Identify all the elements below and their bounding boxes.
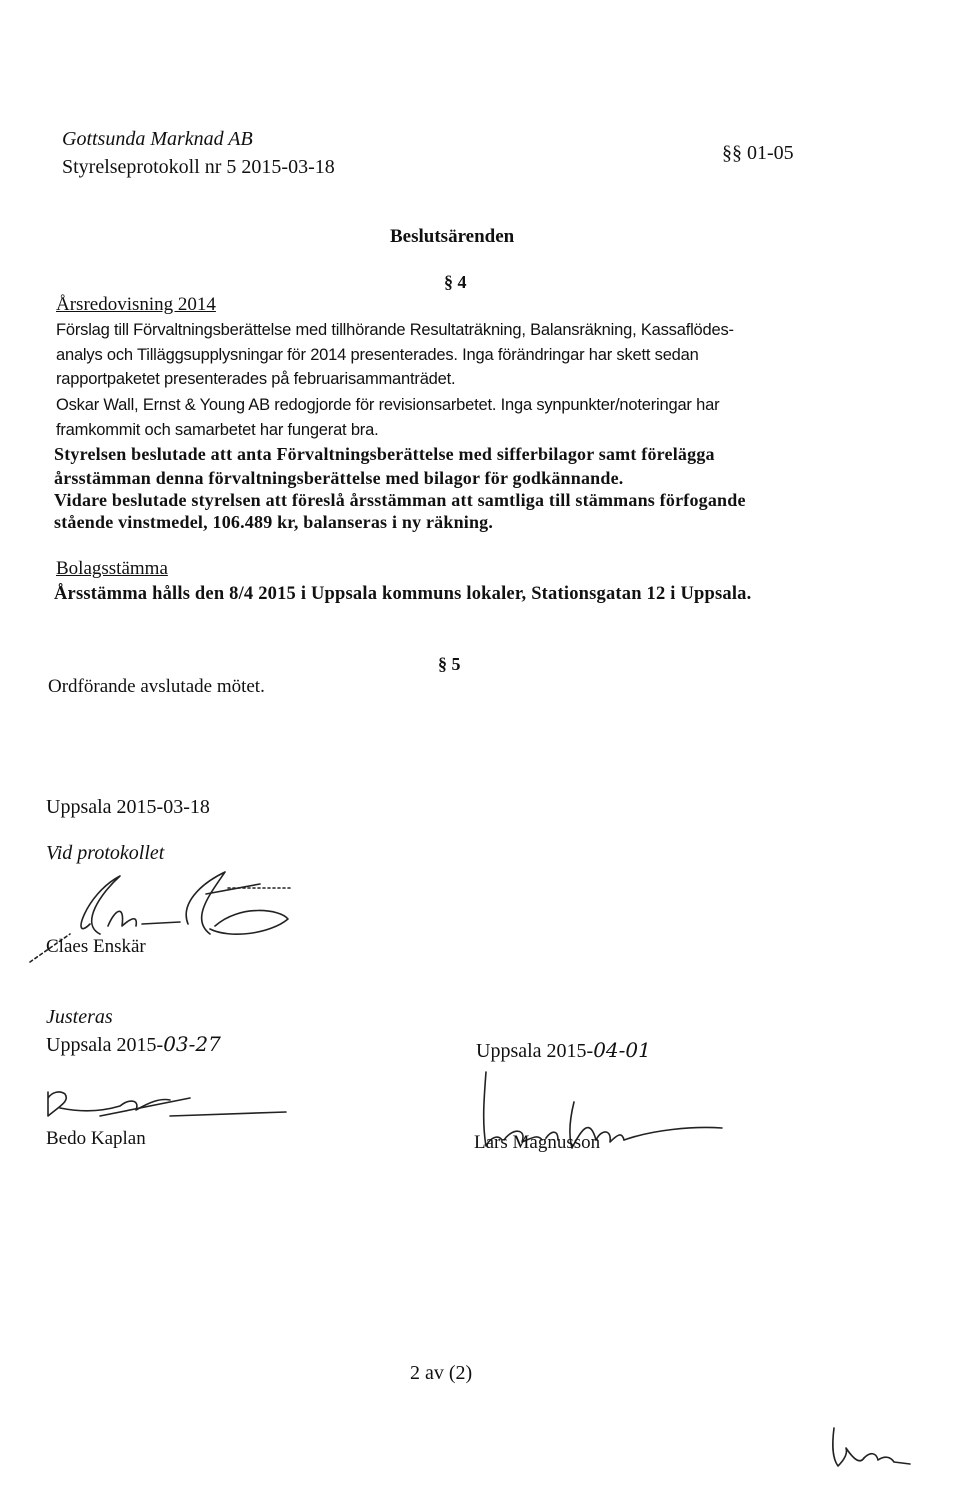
left-date-handwritten: 03-27 <box>163 1032 221 1056</box>
paragraph-4-number: § 4 <box>444 272 467 292</box>
paragraph-4-line-2: analys och Tilläggsupplysningar för 2014 presenterades. Inga förändringar har skett sedan <box>56 346 699 364</box>
decision-line-2: årsstämman denna förvaltningsberättelse med bilagor för godkännande. <box>54 468 624 488</box>
secretary-name: Claes Enskär <box>46 936 146 957</box>
page-number: 2 av (2) <box>410 1362 473 1384</box>
decision-line-1: Styrelsen beslutade att anta Förvaltningsberättelse med sifferbilagor samt förelägga <box>54 444 715 464</box>
right-signatory-name: Lars Magnusson <box>474 1132 601 1153</box>
closing-statement: Ordförande avslutade mötet. <box>48 676 265 697</box>
left-date-line <box>46 1032 221 1057</box>
decision-line-3: Vidare beslutade styrelsen att föreslå årsstämman att samtliga till stämmans förfogande <box>54 490 746 510</box>
protocol-title: Styrelseprotokoll nr 5 2015-03-18 <box>62 156 335 178</box>
paragraph-4-line-1: Förslag till Förvaltningsberättelse med tillhörande Resultaträkning, Balansräkning, Kassaflödes- <box>56 321 734 339</box>
vid-protokollet-label: Vid protokollet <box>46 842 165 864</box>
left-signatory-name: Bedo Kaplan <box>46 1128 146 1149</box>
paragraph-5-number: § 5 <box>438 654 461 674</box>
signature-bedo-kaplan <box>40 1086 290 1126</box>
right-date-line <box>476 1038 651 1063</box>
meeting-heading: Bolagsstämma <box>56 558 168 579</box>
initials-mark <box>824 1424 914 1472</box>
place-date: Uppsala 2015-03-18 <box>46 796 210 818</box>
left-date-printed: Uppsala 2015- <box>46 1034 164 1056</box>
paragraph-4-heading: Årsredovisning 2014 <box>56 294 216 315</box>
section-title: Beslutsärenden <box>390 226 515 247</box>
right-date-printed: Uppsala 2015- <box>476 1040 594 1062</box>
paragraph-4-line-4: Oskar Wall, Ernst & Young AB redogjorde för revisionsarbetet. Inga synpunkter/noteringar har <box>56 396 720 414</box>
right-date-handwritten: 04-01 <box>593 1038 651 1062</box>
decision-line-4: stående vinstmedel, 106.489 kr, balanseras i ny räkning. <box>54 512 494 532</box>
meeting-text: Årsstämma hålls den 8/4 2015 i Uppsala kommuns lokaler, Stationsgatan 12 i Uppsala. <box>54 584 752 604</box>
justeras-label: Justeras <box>46 1006 113 1028</box>
paragraph-range: §§ 01-05 <box>722 142 794 164</box>
company-name: Gottsunda Marknad AB <box>62 128 253 150</box>
paragraph-4-line-3: rapportpaketet presenterades på februarisammanträdet. <box>56 370 456 388</box>
paragraph-4-line-5: framkommit och samarbetet har fungerat bra. <box>56 421 379 439</box>
